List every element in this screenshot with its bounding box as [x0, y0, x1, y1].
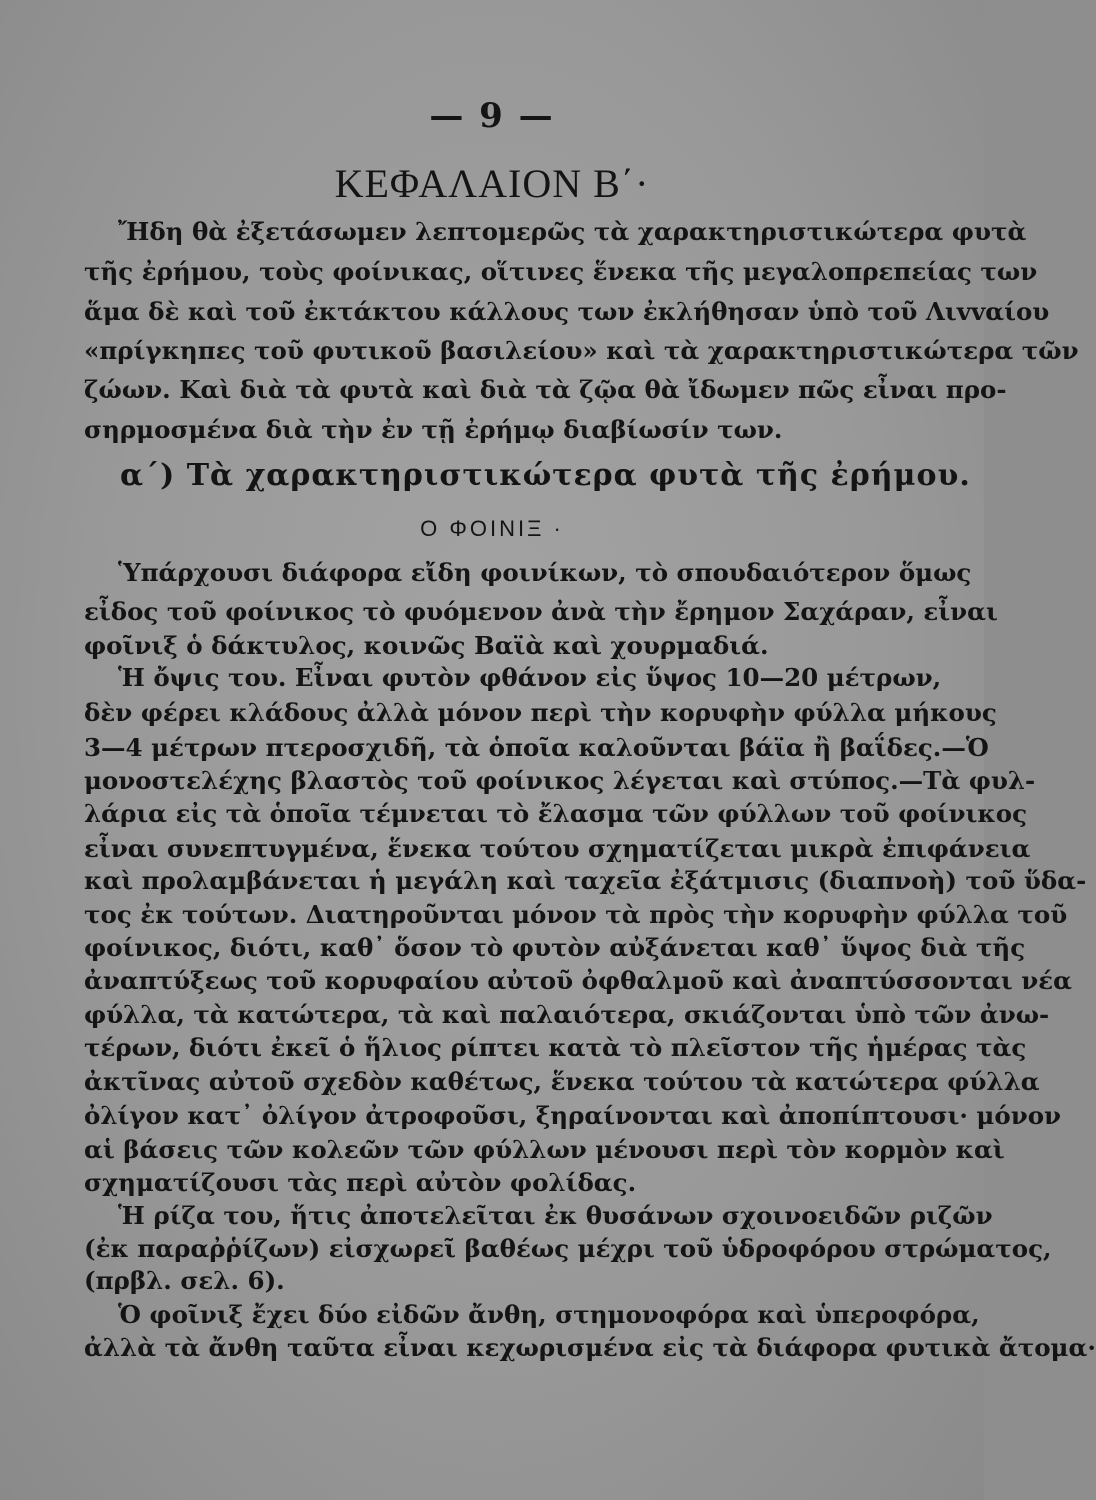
intro-line: ζώων. Καὶ διὰ τὰ φυτὰ καὶ διὰ τὰ ζῷα θὰ ἴδωμεν πῶς εἶναι προ-	[84, 375, 1007, 404]
intro-line: Ἤδη θὰ ἐξετάσωμεν λεπτομερῶς τὰ χαρακτηριστικώτερα φυτὰ	[118, 217, 1027, 246]
body-line: δὲν φέρει κλάδους ἀλλὰ μόνον περὶ τὴν κορυφὴν φύλλα μήκους	[84, 698, 997, 727]
body-line: εἶναι συνεπτυγμένα, ἕνεκα τούτου σχηματίζεται μικρὰ ἐπιφάνεια	[84, 834, 1031, 863]
section-heading: α΄) Τὰ χαρακτηριστικώτερα φυτὰ τῆς ἐρήμου.	[120, 458, 971, 493]
body-line: ἀκτῖνας αὐτοῦ σχεδὸν καθέτως, ἕνεκα τούτου τὰ κατώτερα φύλλα	[84, 1067, 1040, 1096]
intro-line: σηρμοσμένα διὰ τὴν ἐν τῇ ἐρήμῳ διαβίωσίν των.	[84, 415, 783, 444]
body-line: μονοστελέχης βλαστὸς τοῦ φοίνικος λέγεται καὶ στύπος.—Τὰ φυλ-	[84, 766, 1036, 795]
body-line: Ὁ φοῖνιξ ἔχει δύο εἰδῶν ἄνθη, στημονοφόρα καὶ ὑπεροφόρα,	[118, 1300, 980, 1329]
body-line: λάρια εἰς τὰ ὁποῖα τέμνεται τὸ ἔλασμα τῶν φύλλων τοῦ φοίνικος	[84, 799, 1027, 828]
chapter-title: ΚΕΦΑΛΑΙΟΝ Β΄·	[334, 161, 650, 206]
body-line: (πρβλ. σελ. 6).	[84, 1266, 285, 1295]
body-line: καὶ προλαμβάνεται ἡ μεγάλη καὶ ταχεῖα ἐξάτμισις (διαπνοὴ) τοῦ ὕδα-	[84, 866, 1087, 895]
body-line: Ἡ ὄψις του. Εἶναι φυτὸν φθάνον εἰς ὕψος 10—20 μέτρων,	[118, 663, 942, 692]
body-line: (ἐκ παραῤῥίζων) εἰσχωρεῖ βαθέως μέχρι τοῦ ὑδροφόρου στρώματος,	[84, 1234, 1052, 1263]
body-line: 3—4 μέτρων πτεροσχιδῆ, τὰ ὁποῖα καλοῦνται βάϊα ἢ βαΐδες.—Ὁ	[84, 733, 989, 762]
body-line: φύλλα, τὰ κατώτερα, τὰ καὶ παλαιότερα, σκιάζονται ὑπὸ τῶν ἀνω-	[84, 1000, 1050, 1029]
subsection-heading: Ο ΦΟΙΝΙΞ ·	[420, 516, 564, 541]
body-line: ὀλίγον κατ᾽ ὀλίγον ἀτροφοῦσι, ξηραίνονται καὶ ἀποπίπτουσι· μόνον	[84, 1101, 1062, 1130]
body-line: τέρων, διότι ἐκεῖ ὁ ἥλιος ρίπτει κατὰ τὸ πλεῖστον τῆς ἡμέρας τὰς	[84, 1033, 1027, 1062]
body-line: ἀλλὰ τὰ ἄνθη ταῦτα εἶναι κεχωρισμένα εἰς τὰ διάφορα φυτικὰ ἄτομα·	[84, 1333, 1096, 1362]
body-line: ἀναπτύξεως τοῦ κορυφαίου αὐτοῦ ὀφθαλμοῦ καὶ ἀναπτύσσονται νέα	[84, 966, 1072, 995]
body-line: εἶδος τοῦ φοίνικος τὸ φυόμενον ἀνὰ τὴν ἔρημον Σαχάραν, εἶναι	[84, 597, 998, 626]
body-line: φοίνικος, διότι, καθ᾽ ὅσον τὸ φυτὸν αὐξάνεται καθ᾽ ὕψος διὰ τῆς	[84, 933, 1026, 962]
body-line: σχηματίζουσι τὰς περὶ αὐτὸν φολίδας.	[84, 1168, 637, 1197]
body-line: τος ἐκ τούτων. Διατηροῦνται μόνον τὰ πρὸς τὴν κορυφὴν φύλλα τοῦ	[84, 900, 1068, 929]
body-line: αἱ βάσεις τῶν κολεῶν τῶν φύλλων μένουσι περὶ τὸν κορμὸν καὶ	[84, 1135, 1005, 1164]
intro-line: τῆς ἐρήμου, τοὺς φοίνικας, οἵτινες ἕνεκα τῆς μεγαλοπρεπείας των	[84, 257, 1038, 286]
body-line: Ὑπάρχουσι διάφορα εἴδη φοινίκων, τὸ σπουδαιότερον ὅμως	[118, 558, 972, 587]
body-line: φοῖνιξ ὁ δάκτυλος, κοινῶς Βαϊὰ καὶ χουρμαδιά.	[84, 631, 769, 660]
intro-line: ἅμα δὲ καὶ τοῦ ἐκτάκτου κάλλους των ἐκλήθησαν ὑπὸ τοῦ Λιvvαίου	[84, 297, 1050, 326]
intro-line: «πρίγκηπες τοῦ φυτικοῦ βασιλείου» καὶ τὰ χαρακτηριστικώτερα τῶν	[84, 336, 1079, 365]
page-number: — 9 —	[429, 96, 555, 136]
body-line: Ἡ ρίζα του, ἥτις ἀποτελεῖται ἐκ θυσάνων σχοινοειδῶν ριζῶν	[118, 1201, 993, 1230]
